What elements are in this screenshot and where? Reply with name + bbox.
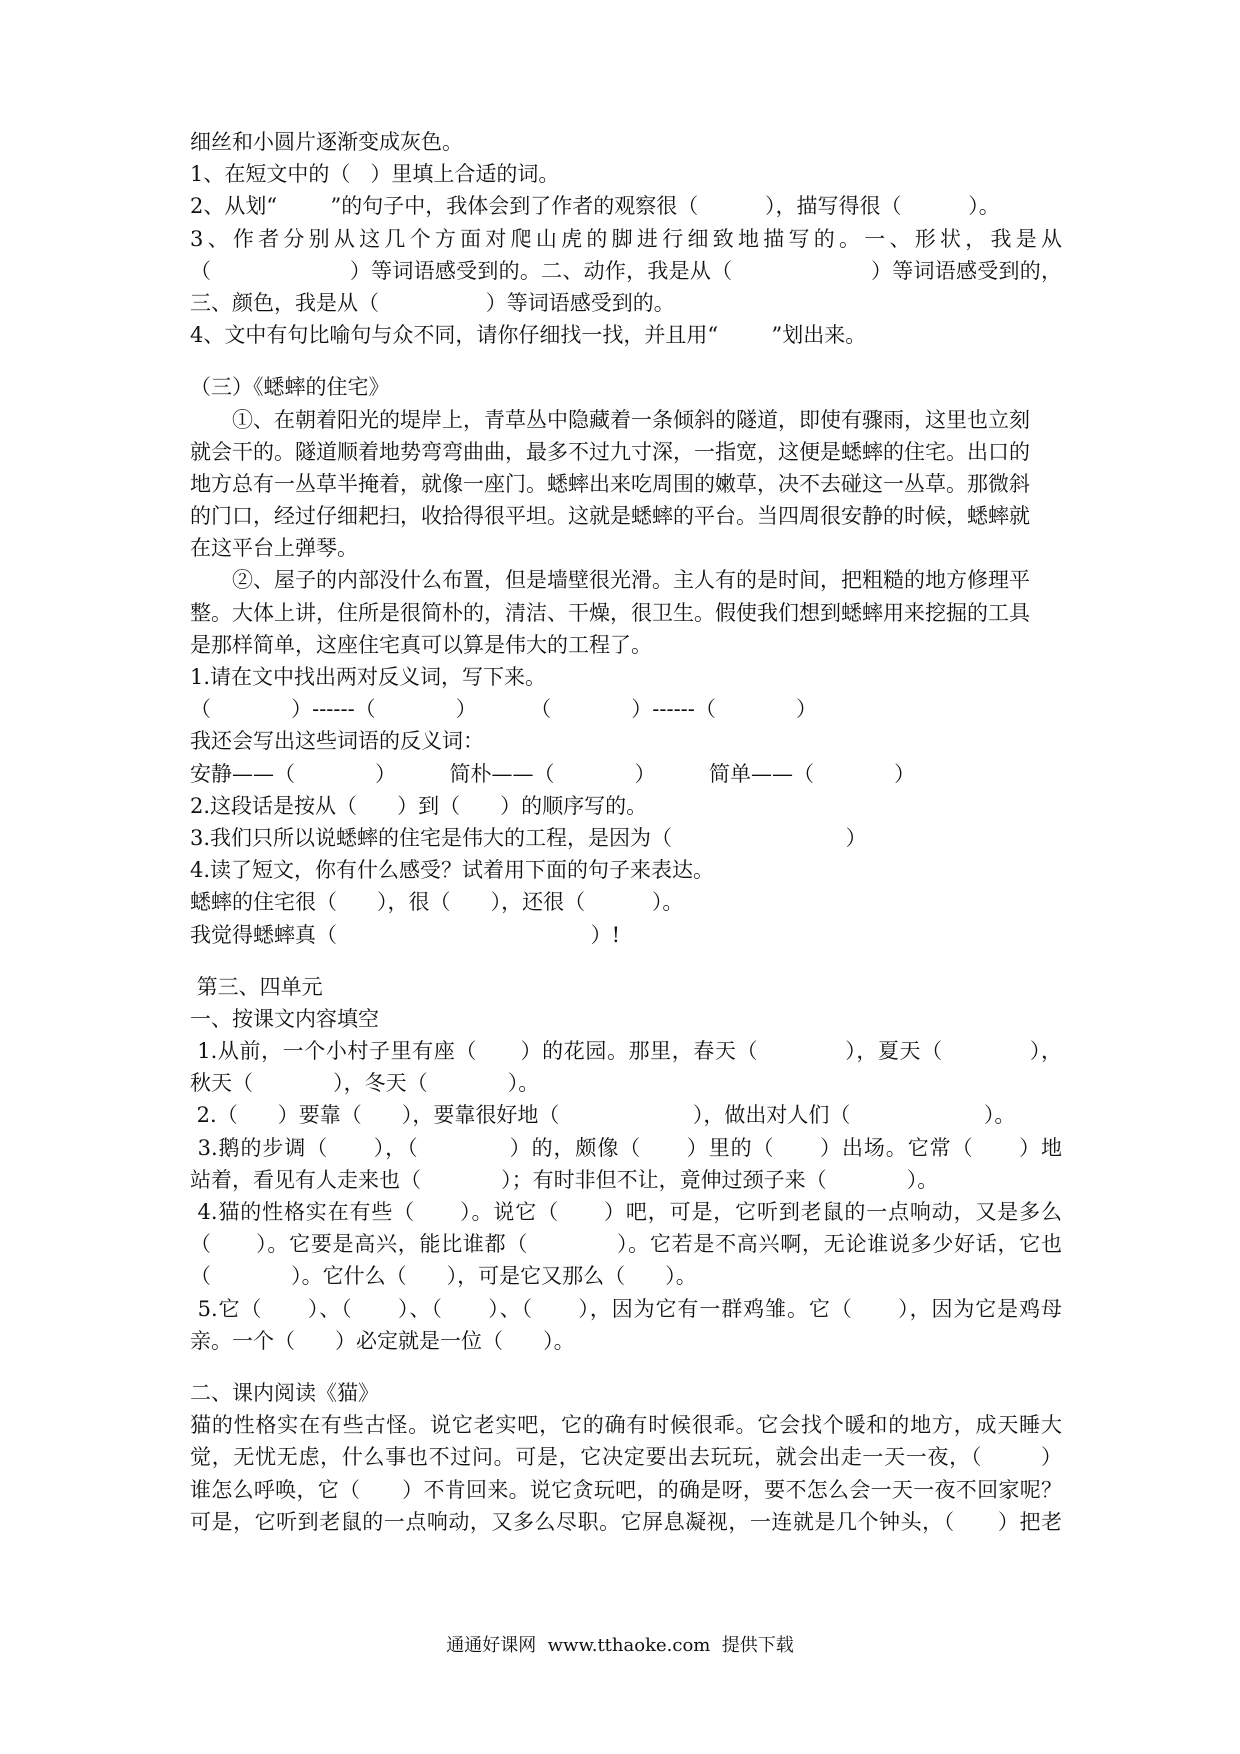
question-line: 4.猫的性格实在有些（ ）。说它（ ）吧，可是，它听到老鼠的一点响动，又是多么	[190, 1200, 1062, 1224]
answer-blank-line: 我觉得蟋蟀真（ ）!	[190, 922, 621, 947]
question-line: 1、在短文中的（ ）里填上合适的词。	[190, 162, 560, 187]
question-line: 秋天（ ），冬天（ ）。	[190, 1071, 540, 1096]
question-line: 三、颜色，我是从（ ）等词语感受到的。	[190, 290, 675, 315]
text-line: 细丝和小圆片逐渐变成灰色。	[190, 130, 463, 154]
passage-line: 整。大体上讲，住所是很简朴的，清洁、干燥，很卫生。假使我们想到蟋蟀用来挖掘的工具	[190, 600, 1030, 625]
section-cricket-house	[190, 371, 1062, 950]
section-heading: 一、按课文内容填空	[190, 1006, 379, 1031]
question-line: 2、从划“ ”的句子中，我体会到了作者的观察很（ ），描写得很（ ）。	[190, 194, 1000, 219]
question-line: 2.（ ）要靠（ ），要靠很好地（ ），做出对人们（ ）。	[190, 1103, 1016, 1128]
question-line: 4.读了短文，你有什么感受？试着用下面的句子来表达。	[190, 858, 715, 883]
question-line: 3.鹅的步调（ ），（ ）的，颇像（ ）里的（ ）出场。它常（ ）地	[190, 1135, 1062, 1160]
question-line: 站着，看见有人走来也（ ）；有时非但不让，竟伸过颈子来（ ）。	[190, 1167, 939, 1192]
question-line: （ ）等词语感受到的。二、动作，我是从（ ）等词语感受到的，	[190, 258, 1062, 283]
section-heading: 二、课内阅读《猫》	[190, 1380, 379, 1405]
question-line: 1.从前，一个小村子里有座（ ）的花园。那里，春天（ ），夏天（ ），	[190, 1039, 1062, 1064]
passage-line: 地方总有一丛草半掩着，就像一座门。蟋蟀出来吃周围的嫩草，决不去碰这一丛草。那微斜	[190, 471, 1030, 496]
passage-line: 的门口，经过仔细耙扫，收拾得很平坦。这就是蟋蟀的平台。当四周很安静的时候，蟋蟀就	[190, 504, 1030, 529]
question-line: 亲。一个（ ）必定就是一位（ ）。	[190, 1328, 575, 1353]
question-line: 1.请在文中找出两对反义词，写下来。	[190, 665, 547, 689]
answer-blank-line: 蟋蟀的住宅很（ ），很（ ），还很（ ）。	[190, 890, 684, 915]
question-line: 4、文中有句比喻句与众不同，请你仔细找一找，并且用“ ”划出来。	[190, 323, 867, 348]
passage-line: ①、在朝着阳光的堤岸上，青草丛中隐藏着一条倾斜的隧道，即使有骤雨，这里也立刻	[232, 407, 1030, 432]
question-line: 5.它（ ）、（ ）、（ ）、（ ），因为它有一群鸡雏。它（ ），因为它是鸡母	[190, 1296, 1062, 1321]
question-line: 3.我们只所以说蟋蟀的住宅是伟大的工程，是因为（ ）	[190, 825, 867, 850]
page-footer: 通通好课网 www.tthaoke.com 提供下载	[446, 1635, 794, 1656]
worksheet-page	[190, 126, 1062, 1538]
passage-line: 是那样简单，这座住宅真可以算是伟大的工程了。	[190, 632, 652, 657]
question-line: （ ）。它什么（ ），可是它又那么（ ）。	[190, 1264, 697, 1289]
section-title: （三）《蟋蟀的住宅》	[190, 375, 390, 400]
question-line: （ ）。它要是高兴，能比谁都（ ）。它若是不高兴啊，无论谁说多少好话，它也	[190, 1232, 1062, 1257]
question-line: 我还会写出这些词语的反义词：	[190, 729, 484, 754]
passage-line: 可是，它听到老鼠的一点响动，又多么尽职。它屏息凝视，一连就是几个钟头，（ ）把老	[190, 1509, 1062, 1534]
passage-line: 谁怎么呼唤，它（ ）不肯回来。说它贪玩吧，的确是呀，要不怎么会一天一夜不回家呢？	[190, 1477, 1062, 1502]
passage-line: 就会干的。隧道顺着地势弯弯曲曲，最多不过九寸深，一指宽，这便是蟋蟀的住宅。出口的	[190, 439, 1030, 464]
passage-line: 在这平台上弹琴。	[190, 536, 358, 561]
section-cat-reading	[190, 1377, 1062, 1538]
passage-line: 觉，无忧无虑，什么事也不过问。可是，它决定要出去玩玩，就会出走一天一夜，（ ）	[190, 1445, 1062, 1470]
answer-blank-line: 安静——（ ） 简朴——（ ） 简单——（ ）	[190, 761, 916, 786]
answer-blank-line: （ ）------（ ） （ ）------（ ）	[190, 697, 817, 722]
passage-line: ②、屋子的内部没什么布置，但是墙壁很光滑。主人有的是时间，把粗糙的地方修理平	[232, 568, 1030, 593]
passage-line: 猫的性格实在有些古怪。说它老实吧，它的确有时候很乖。它会找个暖和的地方，成天睡大	[190, 1413, 1062, 1438]
section-pashanhu-questions	[190, 126, 1062, 351]
question-line: 3、作者分别从这几个方面对爬山虎的脚进行细致地描写的。一、形状，我是从	[190, 226, 1062, 251]
question-line: 2.这段话是按从（ ）到（ ）的顺序写的。	[190, 793, 648, 818]
section-unit-3-4	[190, 971, 1062, 1357]
unit-title: 第三、四单元	[190, 974, 323, 999]
